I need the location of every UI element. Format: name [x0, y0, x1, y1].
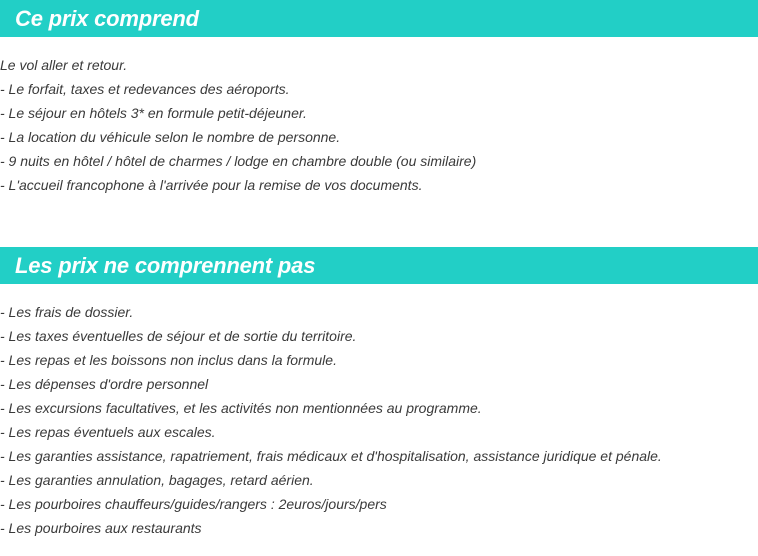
- included-items-list: [0, 53, 476, 197]
- included-item: - La location du véhicule selon le nombre de personne.: [0, 129, 341, 145]
- excluded-item: - Les pourboires aux restaurants: [0, 520, 202, 536]
- excluded-item: - Les garanties annulation, bagages, retard aérien.: [0, 472, 314, 488]
- excluded-item: - Les excursions facultatives, et les activités non mentionnées au programme.: [0, 400, 482, 416]
- excluded-item: - Les garanties assistance, rapatriement, frais médicaux et d'hospitalisation, assistance juridique et pénale.: [0, 448, 662, 464]
- excluded-item: - Les repas éventuels aux escales.: [0, 424, 216, 440]
- excluded-item: - Les frais de dossier.: [0, 304, 134, 320]
- included-item: - 9 nuits en hôtel / hôtel de charmes / lodge en chambre double (ou similaire): [0, 153, 477, 169]
- excluded-item: - Les dépenses d'ordre personnel: [0, 376, 209, 392]
- included-item: - Le séjour en hôtels 3* en formule petit-déjeuner.: [0, 105, 307, 121]
- excluded-item: - Les repas et les boissons non inclus dans la formule.: [0, 352, 337, 368]
- included-item: - L'accueil francophone à l'arrivée pour la remise de vos documents.: [0, 177, 423, 193]
- included-item: - Le forfait, taxes et redevances des aéroports.: [0, 81, 290, 97]
- included-item: Le vol aller et retour.: [0, 57, 128, 73]
- excluded-items-list: [0, 300, 662, 540]
- included-section-title: Ce prix comprend: [0, 0, 758, 37]
- excluded-item: - Les taxes éventuelles de séjour et de sortie du territoire.: [0, 328, 357, 344]
- excluded-section-title: Les prix ne comprennent pas: [0, 247, 758, 284]
- excluded-item: - Les pourboires chauffeurs/guides/rangers : 2euros/jours/pers: [0, 496, 387, 512]
